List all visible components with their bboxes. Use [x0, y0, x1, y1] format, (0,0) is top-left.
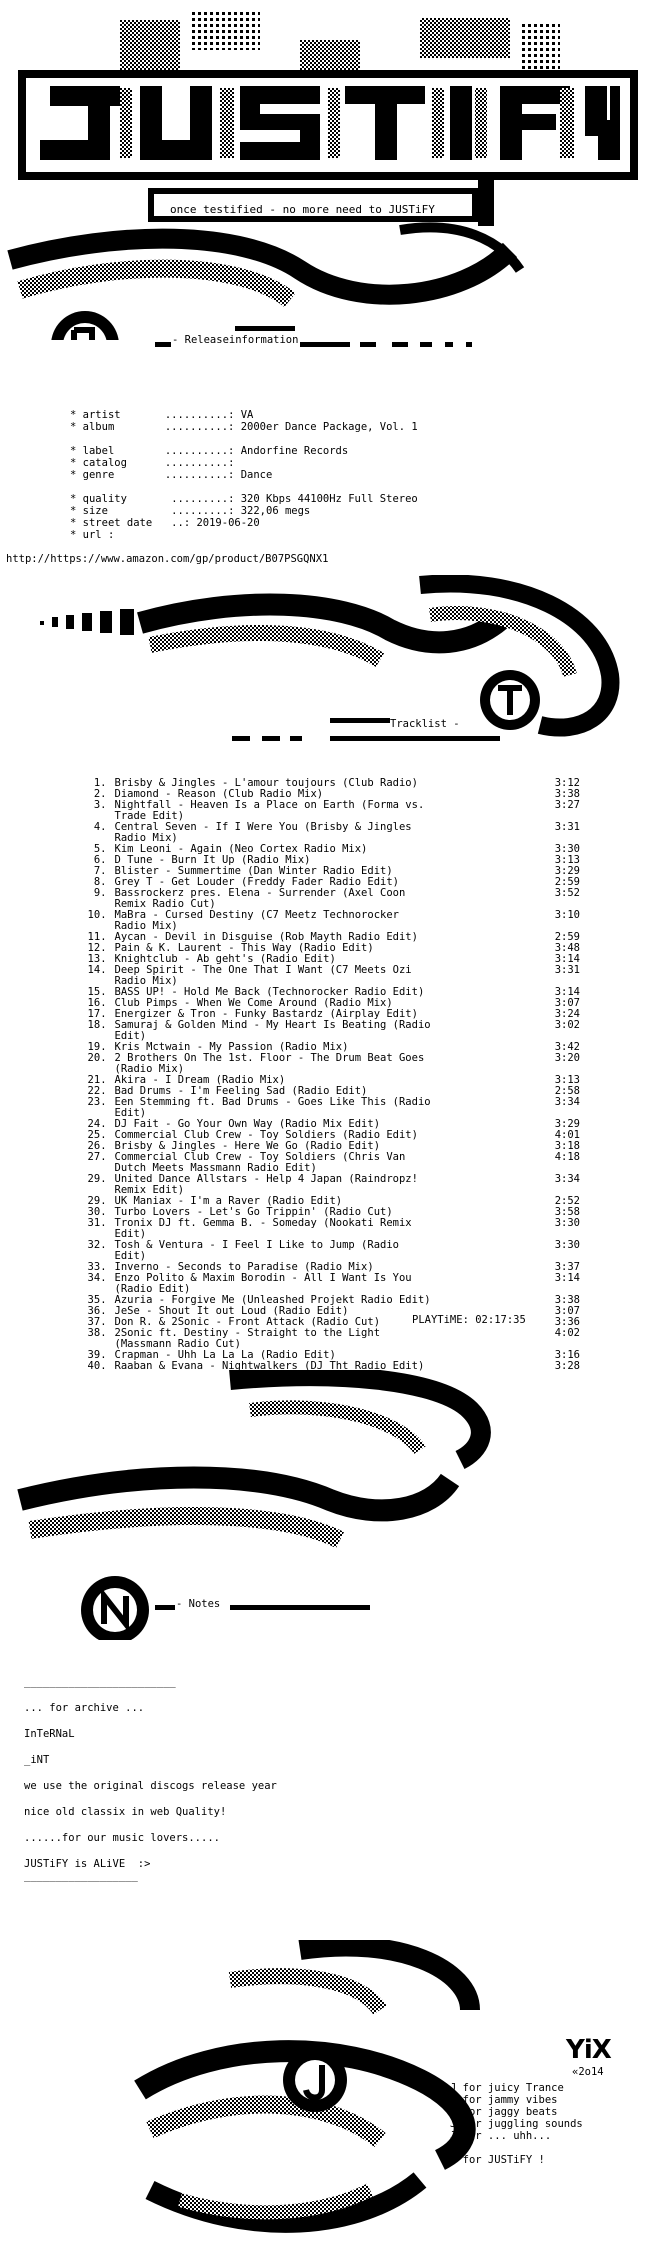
track-number: 1. — [93, 777, 107, 789]
track-duration: 3:14 — [554, 1272, 580, 1284]
notes-line: ......for our music lovers..... — [24, 1832, 220, 1844]
track-number: 23. — [87, 1096, 107, 1108]
track-duration: 3:28 — [554, 1360, 580, 1372]
track-number: 11. — [87, 931, 107, 943]
track-duration: 3:48 — [554, 942, 580, 954]
track-row — [70, 800, 580, 822]
track-number: 20. — [87, 1052, 107, 1064]
footer-line: J for juicy Trance — [450, 2082, 564, 2094]
section-rule — [392, 342, 408, 347]
tracklist-art — [0, 575, 648, 745]
track-duration: 3:30 — [554, 1217, 580, 1229]
track-duration: 3:07 — [554, 1305, 580, 1317]
track-title: Tosh & Ventura - I Feel I Like to Jump (Radio Edit) — [114, 1239, 399, 1262]
section-rule — [445, 342, 453, 347]
track-title: Crapman - Uhh La La La (Radio Edit) — [114, 1349, 336, 1361]
track-duration: 3:34 — [554, 1096, 580, 1108]
track-number: 8. — [93, 876, 107, 888]
track-duration: 3:31 — [554, 821, 580, 833]
track-title: BASS UP! - Hold Me Back (Technorocker Radio Edit) — [114, 986, 425, 998]
track-duration: 3:37 — [554, 1261, 580, 1273]
track-number: 5. — [93, 843, 107, 855]
track-number: 27. — [87, 1151, 107, 1163]
track-number: 6. — [93, 854, 107, 866]
notes-graphic — [0, 1370, 648, 1640]
section-rule — [330, 718, 390, 723]
track-duration: 3:36 — [554, 1316, 580, 1328]
track-duration: 3:16 — [554, 1349, 580, 1361]
playtime: PLAYTiME: 02:17:35 — [412, 1314, 526, 1326]
track-number: 2. — [93, 788, 107, 800]
track-title: D Tune - Burn It Up (Radio Mix) — [114, 854, 311, 866]
track-title: United Dance Allstars - Help 4 Japan (Raindropz! Remix Edit) — [114, 1173, 418, 1196]
track-number: 19. — [87, 1041, 107, 1053]
track-title: MaBra - Cursed Destiny (C7 Meetz Technorocker Radio Mix) — [114, 909, 399, 932]
notes-line: _iNT — [24, 1754, 50, 1766]
notes-line: ... for archive ... — [24, 1702, 145, 1714]
track-title: Bassrockerz pres. Elena - Surrender (Axel Coon Remix Radio Cut) — [114, 887, 406, 910]
track-title: 2Sonic ft. Destiny - Straight to the Light (Massmann Radio Cut) — [114, 1327, 381, 1350]
track-number: 32. — [87, 1239, 107, 1251]
track-title: Een Stemming ft. Bad Drums - Goes Like This (Radio Edit) — [114, 1096, 431, 1119]
track-number: 31. — [87, 1217, 107, 1229]
release-field: * album ..........: 2000er Dance Package, Vol. 1 — [70, 421, 418, 433]
track-title: UK Maniax - I'm a Raver (Radio Edit) — [114, 1195, 343, 1207]
notes-line: we use the original discogs release year — [24, 1780, 277, 1792]
track-duration: 3:14 — [554, 953, 580, 965]
track-duration: 4:02 — [554, 1327, 580, 1339]
track-title: Commercial Club Crew - Toy Soldiers (Radio Edit) — [114, 1129, 418, 1141]
track-number: 12. — [87, 942, 107, 954]
track-title: Central Seven - If I Were You (Brisby & Jingles Radio Mix) — [114, 821, 412, 844]
track-duration: 3:34 — [554, 1173, 580, 1185]
track-number: 36. — [87, 1305, 107, 1317]
section-rule — [290, 736, 302, 741]
track-title: Turbo Lovers - Let's Go Trippin' (Radio Cut) — [114, 1206, 393, 1218]
track-title: Nightfall - Heaven Is a Place on Earth (Forma vs. Trade Edit) — [114, 799, 425, 822]
section-rule — [232, 736, 250, 741]
track-title: Energizer & Tron - Funky Bastardz (Airplay Edit) — [114, 1008, 418, 1020]
section-rule — [230, 1605, 370, 1610]
track-number: 14. — [87, 964, 107, 976]
track-row — [70, 1218, 580, 1240]
track-title: Diamond - Reason (Club Radio Mix) — [114, 788, 324, 800]
track-number: 25. — [87, 1129, 107, 1141]
track-duration: 3:58 — [554, 1206, 580, 1218]
section-rule — [300, 342, 350, 347]
tracklist-table — [70, 778, 580, 1372]
section-rule — [420, 342, 432, 347]
section-rule — [466, 342, 472, 347]
track-duration: 3:29 — [554, 1118, 580, 1130]
track-number: 10. — [87, 909, 107, 921]
track-title: Azuria - Forgive Me (Unleashed Projekt Radio Edit) — [114, 1294, 431, 1306]
track-title: Akira - I Dream (Radio Mix) — [114, 1074, 286, 1086]
track-number: 16. — [87, 997, 107, 1009]
track-title: Club Pimps - When We Come Around (Radio Mix) — [114, 997, 393, 1009]
track-number: 33. — [87, 1261, 107, 1273]
track-row — [70, 1020, 580, 1042]
track-number: 17. — [87, 1008, 107, 1020]
track-row — [70, 1097, 580, 1119]
rule-top: ________________________ — [24, 1676, 176, 1688]
track-duration: 4:18 — [554, 1151, 580, 1163]
track-title: Brisby & Jingles - Here We Go (Radio Edit) — [114, 1140, 381, 1152]
track-number: 7. — [93, 865, 107, 877]
footer-line: J for jammy vibes — [450, 2094, 558, 2106]
track-duration: 3:07 — [554, 997, 580, 1009]
track-number: 9. — [93, 887, 107, 899]
track-row — [70, 1152, 580, 1174]
track-title: Kim Leoni - Again (Neo Cortex Radio Mix) — [114, 843, 368, 855]
track-number: 40. — [87, 1360, 107, 1372]
release-field: * size .........: 322,06 megs — [70, 505, 311, 517]
track-title: Raaban & Evana - Nightwalkers (DJ Tht Radio Edit) — [114, 1360, 425, 1372]
track-number: 24. — [87, 1118, 107, 1130]
track-duration: 3:20 — [554, 1052, 580, 1064]
track-title: Aycan - Devil in Disguise (Rob Mayth Radio Edit) — [114, 931, 418, 943]
notes-line: InTeRNaL — [24, 1728, 75, 1740]
track-title: Kris Mctwain - My Passion (Radio Mix) — [114, 1041, 349, 1053]
track-number: 15. — [87, 986, 107, 998]
track-row — [70, 1328, 580, 1350]
track-number: 39. — [87, 1349, 107, 1361]
track-title: Blister - Summertime (Dan Winter Radio Edit) — [114, 865, 393, 877]
track-title: Tronix DJ ft. Gemma B. - Someday (Nookati Remix Edit) — [114, 1217, 412, 1240]
release-url[interactable]: http://https://www.amazon.com/gp/product/B07PSGQNX1 — [6, 553, 329, 565]
track-row — [70, 910, 580, 932]
footer-line: J for ... uhh... — [450, 2130, 552, 2142]
track-title: Grey T - Get Louder (Freddy Fader Radio Edit) — [114, 876, 399, 888]
release-field: * artist ..........: VA — [70, 409, 254, 421]
track-title: Deep Spirit - The One That I Want (C7 Meets Ozi Radio Mix) — [114, 964, 412, 987]
track-row — [70, 1053, 580, 1075]
notes-label: - Notes — [176, 1598, 221, 1610]
track-number: 29. — [87, 1195, 107, 1207]
track-title: 2 Brothers On The 1st. Floor - The Drum Beat Goes (Radio Mix) — [114, 1052, 425, 1075]
track-title: Inverno - Seconds to Paradise (Radio Mix) — [114, 1261, 374, 1273]
release-field: * genre ..........: Dance — [70, 469, 273, 481]
section-rule — [155, 1605, 175, 1610]
rule-bottom: __________________ — [24, 1870, 138, 1882]
section-rule — [360, 342, 376, 347]
track-number: 30. — [87, 1206, 107, 1218]
track-row — [70, 1174, 580, 1196]
release-field: * quality .........: 320 Kbps 44100Hz Full Stereo — [70, 493, 418, 505]
footer-line: J for JUSTiFY ! — [450, 2154, 545, 2166]
track-duration: 3:10 — [554, 909, 580, 921]
track-title: Bad Drums - I'm Feeling Sad (Radio Edit) — [114, 1085, 368, 1097]
track-duration: 2:58 — [554, 1085, 580, 1097]
track-duration: 3:13 — [554, 854, 580, 866]
logo-graphic — [0, 0, 648, 340]
release-field: * label ..........: Andorfine Records — [70, 445, 349, 457]
justify-logo-art — [0, 0, 648, 340]
track-title: DJ Fait - Go Your Own Way (Radio Mix Edit) — [114, 1118, 381, 1130]
track-duration: 3:42 — [554, 1041, 580, 1053]
track-duration: 3:31 — [554, 964, 580, 976]
tracklist-graphic — [0, 575, 648, 745]
tracklist-label: Tracklist - — [390, 718, 460, 730]
track-title: Brisby & Jingles - L'amour toujours (Club Radio) — [114, 777, 418, 789]
track-duration: 3:38 — [554, 788, 580, 800]
section-rule — [155, 342, 171, 347]
track-title: Don R. & 2Sonic - Front Attack (Radio Cut) — [114, 1316, 381, 1328]
track-row — [70, 1273, 580, 1295]
track-number: 29. — [87, 1173, 107, 1185]
track-number: 13. — [87, 953, 107, 965]
track-duration: 3:30 — [554, 1239, 580, 1251]
track-duration: 3:38 — [554, 1294, 580, 1306]
footer-line: J for jaggy beats — [450, 2106, 558, 2118]
section-rule — [262, 736, 280, 741]
track-duration: 3:24 — [554, 1008, 580, 1020]
track-duration: 3:29 — [554, 865, 580, 877]
track-duration: 3:27 — [554, 799, 580, 811]
footer-line: J for juggling sounds — [450, 2118, 583, 2130]
footer-lines — [450, 2082, 583, 2166]
release-section-label: - Releaseinformation — [172, 334, 299, 346]
track-duration: 3:18 — [554, 1140, 580, 1152]
track-duration: 2:59 — [554, 931, 580, 943]
tagline: once testified - no more need to JUSTiFY — [170, 203, 435, 216]
track-number: 3. — [93, 799, 107, 811]
release-field: * street date ..: 2019-06-20 — [70, 517, 260, 529]
signature-year: «2o14 — [572, 2066, 604, 2078]
track-number: 35. — [87, 1294, 107, 1306]
track-duration: 4:01 — [554, 1129, 580, 1141]
notes-art — [0, 1370, 648, 1640]
track-duration: 2:52 — [554, 1195, 580, 1207]
track-duration: 3:13 — [554, 1074, 580, 1086]
track-number: 21. — [87, 1074, 107, 1086]
track-title: Knightclub - Ab geht's (Radio Edit) — [114, 953, 336, 965]
release-field: * catalog ..........: — [70, 457, 235, 469]
notes-line: nice old classix in web Quality! — [24, 1806, 227, 1818]
track-title: Pain & K. Laurent - This Way (Radio Edit) — [114, 942, 374, 954]
track-duration: 3:02 — [554, 1019, 580, 1031]
track-duration: 3:52 — [554, 887, 580, 899]
track-number: 4. — [93, 821, 107, 833]
track-number: 38. — [87, 1327, 107, 1339]
track-title: Commercial Club Crew - Toy Soldiers (Chris Van Dutch Meets Massmann Radio Edit) — [114, 1151, 406, 1174]
release-info — [70, 409, 418, 541]
section-rule — [235, 326, 295, 331]
track-duration: 3:14 — [554, 986, 580, 998]
track-row — [70, 888, 580, 910]
track-row — [70, 1240, 580, 1262]
track-duration: 2:59 — [554, 876, 580, 888]
track-number: 37. — [87, 1316, 107, 1328]
track-number: 26. — [87, 1140, 107, 1152]
track-row — [70, 822, 580, 844]
track-title: Samuraj & Golden Mind - My Heart Is Beating (Radio Edit) — [114, 1019, 431, 1042]
track-row — [70, 965, 580, 987]
signature-yix: YiX — [566, 2035, 611, 2065]
track-number: 22. — [87, 1085, 107, 1097]
notes-section — [24, 1676, 277, 1882]
track-duration: 3:12 — [554, 777, 580, 789]
notes-line: JUSTiFY is ALiVE :> — [24, 1858, 151, 1870]
track-title: Enzo Polito & Maxim Borodin - All I Want Is You (Radio Edit) — [114, 1272, 412, 1295]
track-number: 34. — [87, 1272, 107, 1284]
section-rule — [330, 736, 500, 741]
track-number: 18. — [87, 1019, 107, 1031]
release-field: * url : — [70, 529, 115, 541]
track-duration: 3:30 — [554, 843, 580, 855]
track-title: JeSe - Shout It out Loud (Radio Edit) — [114, 1305, 349, 1317]
